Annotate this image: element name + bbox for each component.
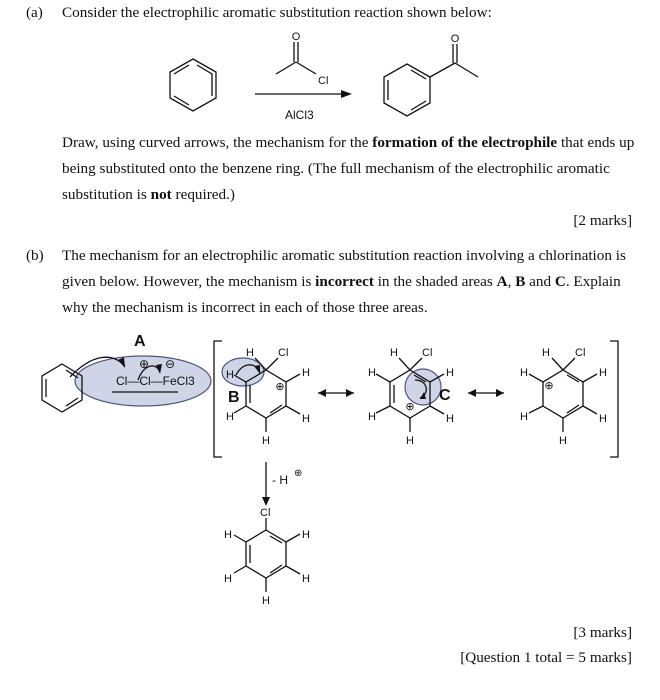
area-b-label: B [228, 389, 240, 406]
question-total: [Question 1 total = 5 marks] [460, 649, 632, 666]
s3-h-left: H [520, 367, 528, 379]
s2-h-br: H [446, 413, 454, 425]
minus-charge: ⊖ [164, 357, 176, 371]
chloride-label: Cl [318, 75, 329, 87]
plus-charge: ⊕ [138, 357, 150, 371]
s2-plus: ⊕ [405, 401, 415, 413]
catalyst-label: AlCl3 [285, 108, 314, 122]
p-h-bl: H [224, 573, 232, 585]
part-a-label: (a) [26, 4, 43, 21]
s1-h-right: H [302, 367, 310, 379]
area-c-label: C [439, 387, 451, 404]
part-b-line1: The mechanism for an electrophilic aromatic substitution reaction involving a chlorination is [62, 247, 626, 264]
s1-plus: ⊕ [275, 381, 285, 393]
s1-cl: Cl [278, 347, 289, 359]
reagent-label: Cl—Cl—FeCl3 [116, 374, 195, 388]
s3-h-bottom: H [559, 435, 567, 447]
p-cl: Cl [260, 507, 271, 519]
s1-h-top: H [246, 347, 254, 359]
part-a-para-line3: substitution is not required.) [62, 186, 235, 203]
product-oxygen: O [450, 33, 460, 45]
s2-h-top: H [390, 347, 398, 359]
s1-h-left: H [226, 369, 234, 381]
s2-h-bottom: H [406, 435, 414, 447]
s3-h-right: H [599, 367, 607, 379]
part-b-marks: [3 marks] [573, 624, 632, 641]
s2-h-right: H [446, 367, 454, 379]
part-b-label: (b) [26, 247, 44, 264]
proton-loss-label: - H [272, 473, 288, 487]
part-a-para-line1: Draw, using curved arrows, the mechanism for the formation of the electrophile that ends up [62, 134, 635, 151]
p-h-right: H [302, 529, 310, 541]
s3-h-top: H [542, 347, 550, 359]
s3-plus: ⊕ [544, 380, 554, 392]
s2-h-left: H [368, 367, 376, 379]
s1-h-bottom: H [262, 435, 270, 447]
carbonyl-oxygen: O [291, 31, 301, 43]
s3-h-bl: H [520, 411, 528, 423]
part-b-line3: why the mechanism is incorrect in each of those three areas. [62, 299, 428, 316]
s1-h-br: H [302, 413, 310, 425]
part-b-line2: given below. However, the mechanism is incorrect in the shaded areas A, B and C. Explain [62, 273, 621, 290]
s3-cl: Cl [575, 347, 586, 359]
p-h-left: H [224, 529, 232, 541]
s3-h-br: H [599, 413, 607, 425]
area-a-label: A [134, 333, 146, 350]
s2-cl: Cl [422, 347, 433, 359]
shaded-area-c [405, 369, 441, 405]
p-h-br: H [302, 573, 310, 585]
part-a-intro: Consider the electrophilic aromatic substitution reaction shown below: [62, 4, 492, 21]
part-a-para-line2: being substituted onto the benzene ring. (The full mechanism of the electrophilic aromatic [62, 160, 610, 177]
part-a-marks: [2 marks] [573, 212, 632, 229]
s1-h-bl: H [226, 411, 234, 423]
s2-h-bl: H [368, 411, 376, 423]
p-h-bottom: H [262, 595, 270, 607]
proton-plus: ⊕ [294, 468, 303, 479]
